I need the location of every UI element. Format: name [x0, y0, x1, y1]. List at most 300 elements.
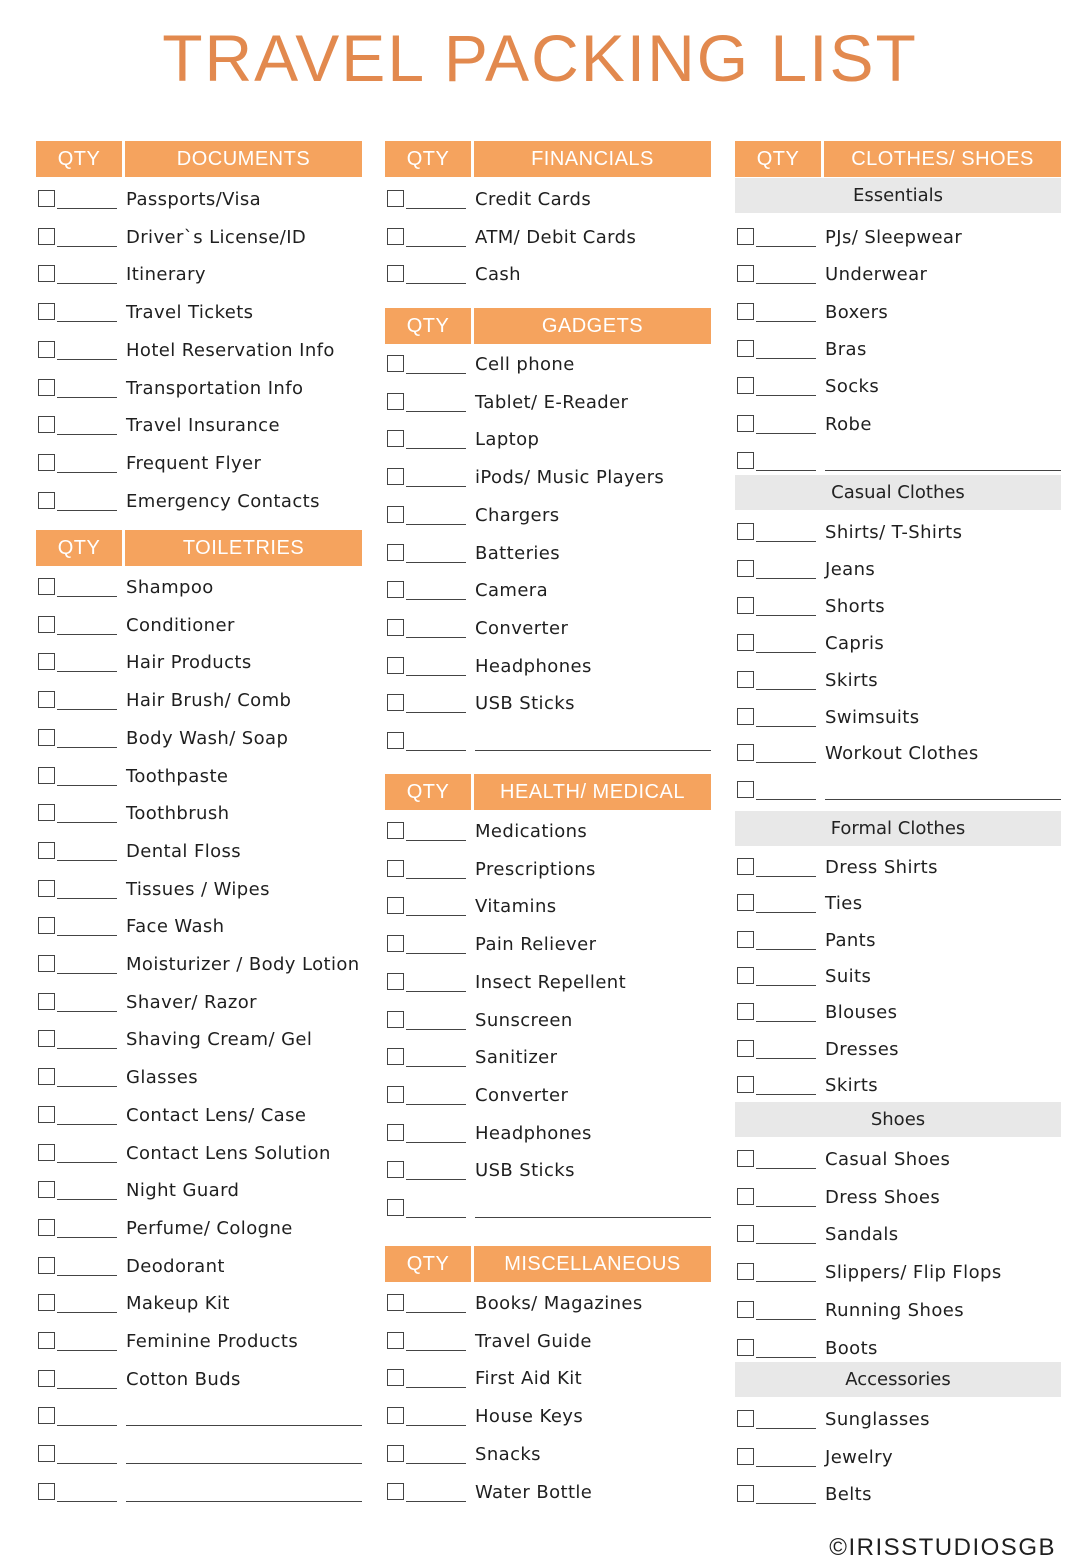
qty-input-line[interactable] — [406, 1066, 466, 1067]
subsection-header-casual-clothes: Casual Clothes — [735, 475, 1061, 510]
checkbox[interactable] — [38, 955, 55, 972]
subsection-header-essentials: Essentials — [735, 178, 1061, 213]
qty-input-line[interactable] — [406, 637, 466, 638]
checklist-item-sunscreen — [385, 1011, 711, 1035]
checkbox[interactable] — [737, 894, 754, 911]
qty-input-line[interactable] — [57, 434, 117, 435]
item-label: Travel Insurance — [126, 415, 280, 436]
qty-input-line[interactable] — [756, 1319, 816, 1320]
qty-input-line[interactable] — [406, 1501, 466, 1502]
checkbox[interactable] — [38, 616, 55, 633]
item-label: Travel Tickets — [126, 302, 254, 323]
item-label: Perfume/ Cologne — [126, 1218, 293, 1239]
checklist-item-blank — [735, 781, 1061, 805]
checklist-item-pain-reliever — [385, 935, 711, 959]
qty-input-line[interactable] — [57, 1048, 117, 1049]
checkbox[interactable] — [387, 732, 404, 749]
blank-write-in-line[interactable] — [126, 1463, 362, 1464]
qty-input-line[interactable] — [406, 1425, 466, 1426]
qty-input-line[interactable] — [57, 510, 117, 511]
qty-input-line[interactable] — [406, 1179, 466, 1180]
checkbox[interactable] — [387, 1199, 404, 1216]
checklist-item-jewelry — [735, 1448, 1061, 1472]
checkbox[interactable] — [38, 653, 55, 670]
qty-input-line[interactable] — [57, 785, 117, 786]
checkbox[interactable] — [737, 1188, 754, 1205]
checkbox[interactable] — [387, 822, 404, 839]
qty-input-line[interactable] — [406, 373, 466, 374]
item-label: Dresses — [825, 1039, 899, 1060]
qty-input-line[interactable] — [756, 762, 816, 763]
qty-input-line[interactable] — [756, 578, 816, 579]
checkbox[interactable] — [737, 452, 754, 469]
checkbox[interactable] — [387, 973, 404, 990]
qty-input-line[interactable] — [406, 915, 466, 916]
qty-input-line[interactable] — [57, 1463, 117, 1464]
checklist-item-night-guard — [36, 1181, 362, 1205]
checklist-item-contact-lens-solution — [36, 1144, 362, 1168]
qty-input-line[interactable] — [756, 689, 816, 690]
item-label: Pain Reliever — [475, 934, 597, 955]
checkbox[interactable] — [737, 1485, 754, 1502]
qty-input-line[interactable] — [406, 1312, 466, 1313]
item-label: Night Guard — [126, 1180, 240, 1201]
item-label: Capris — [825, 633, 885, 654]
qty-input-line[interactable] — [57, 596, 117, 597]
qty-input-line[interactable] — [756, 283, 816, 284]
checkbox[interactable] — [387, 1445, 404, 1462]
checkbox[interactable] — [38, 1370, 55, 1387]
checkbox[interactable] — [737, 265, 754, 282]
qty-input-line[interactable] — [57, 283, 117, 284]
section-title: CLOTHES/ SHOES — [851, 148, 1034, 170]
checkbox[interactable] — [737, 523, 754, 540]
checklist-item-sunglasses — [735, 1410, 1061, 1434]
item-label: Workout Clothes — [825, 743, 979, 764]
checklist-item-jeans — [735, 560, 1061, 584]
checklist-item-blank — [735, 452, 1061, 476]
item-label: Headphones — [475, 656, 592, 677]
checkbox[interactable] — [737, 634, 754, 651]
checklist-item-first-aid-kit — [385, 1369, 711, 1393]
checklist-item-usb-sticks — [385, 694, 711, 718]
item-label: Toothpaste — [126, 766, 229, 787]
qty-input-line[interactable] — [406, 1104, 466, 1105]
item-label: Face Wash — [126, 916, 225, 937]
checklist-item-workout-clothes — [735, 744, 1061, 768]
checkbox[interactable] — [737, 303, 754, 320]
checkbox[interactable] — [387, 694, 404, 711]
checklist-item-feminine-products — [36, 1332, 362, 1356]
qty-input-line[interactable] — [756, 726, 816, 727]
checklist-item-boots — [735, 1339, 1061, 1363]
checkbox[interactable] — [387, 1048, 404, 1065]
checkbox[interactable] — [38, 303, 55, 320]
checkbox[interactable] — [38, 691, 55, 708]
checklist-item-vitamins — [385, 897, 711, 921]
qty-input-line[interactable] — [57, 1011, 117, 1012]
qty-header: QTY — [406, 1253, 450, 1275]
section-header-financials — [385, 141, 711, 177]
qty-input-line[interactable] — [406, 991, 466, 992]
item-label: Contact Lens/ Case — [126, 1105, 307, 1126]
qty-input-line[interactable] — [57, 973, 117, 974]
blank-write-in-line[interactable] — [126, 1425, 362, 1426]
checkbox[interactable] — [737, 781, 754, 798]
checkbox[interactable] — [38, 1030, 55, 1047]
qty-input-line[interactable] — [57, 1388, 117, 1389]
checkbox[interactable] — [38, 379, 55, 396]
checklist-item-cell-phone — [385, 355, 711, 379]
checkbox[interactable] — [387, 190, 404, 207]
checklist-item-frequent-flyer — [36, 454, 362, 478]
checklist-item-blank — [385, 732, 711, 756]
qty-input-line[interactable] — [57, 208, 117, 209]
checkbox[interactable] — [38, 1144, 55, 1161]
checkbox[interactable] — [38, 416, 55, 433]
qty-input-line[interactable] — [57, 359, 117, 360]
checkbox[interactable] — [38, 1106, 55, 1123]
qty-input-line[interactable] — [406, 524, 466, 525]
checkbox[interactable] — [38, 842, 55, 859]
qty-input-line[interactable] — [756, 246, 816, 247]
checkbox[interactable] — [38, 454, 55, 471]
item-label: Books/ Magazines — [475, 1293, 643, 1314]
qty-input-line[interactable] — [57, 1124, 117, 1125]
qty-input-line[interactable] — [57, 397, 117, 398]
checkbox[interactable] — [38, 228, 55, 245]
item-label: Toothbrush — [126, 803, 230, 824]
checklist-item-shaver-razor — [36, 993, 362, 1017]
checklist-item-underwear — [735, 265, 1061, 289]
blank-write-in-line[interactable] — [475, 750, 711, 751]
checkbox[interactable] — [387, 1483, 404, 1500]
qty-input-line[interactable] — [57, 1350, 117, 1351]
checklist-item-blank — [385, 1199, 711, 1223]
qty-input-line[interactable] — [57, 1501, 117, 1502]
checklist-item-laptop — [385, 430, 711, 454]
qty-input-line[interactable] — [406, 878, 466, 879]
item-label: Robe — [825, 414, 872, 435]
checkbox[interactable] — [387, 393, 404, 410]
qty-input-line[interactable] — [756, 949, 816, 950]
checklist-item-medications — [385, 822, 711, 846]
qty-input-line[interactable] — [756, 1094, 816, 1095]
section-title: TOILETRIES — [182, 537, 305, 559]
item-label: ATM/ Debit Cards — [475, 227, 637, 248]
item-label: Cotton Buds — [126, 1369, 241, 1390]
checkbox[interactable] — [387, 228, 404, 245]
qty-input-line[interactable] — [406, 1463, 466, 1464]
checkbox[interactable] — [737, 1076, 754, 1093]
checklist-item-hair-brush-comb — [36, 691, 362, 715]
item-label: Skirts — [825, 670, 879, 691]
checkbox[interactable] — [387, 935, 404, 952]
qty-input-line[interactable] — [406, 750, 466, 751]
qty-input-line[interactable] — [756, 1021, 816, 1022]
qty-input-line[interactable] — [57, 709, 117, 710]
qty-input-line[interactable] — [57, 822, 117, 823]
checkbox[interactable] — [737, 1448, 754, 1465]
item-label: Tissues / Wipes — [126, 879, 270, 900]
checklist-item-belts — [735, 1485, 1061, 1509]
checkbox[interactable] — [737, 931, 754, 948]
checkbox[interactable] — [737, 415, 754, 432]
checkbox[interactable] — [38, 1445, 55, 1462]
blank-write-in-line[interactable] — [475, 1217, 711, 1218]
item-label: Skirts — [825, 1075, 879, 1096]
checkbox[interactable] — [737, 340, 754, 357]
checkbox[interactable] — [387, 355, 404, 372]
qty-input-line[interactable] — [756, 1281, 816, 1282]
item-label: Passports/Visa — [126, 189, 262, 210]
copyright-credit: ©IRISSTUDIOSGB — [829, 1534, 1056, 1561]
blank-write-in-line[interactable] — [126, 1501, 362, 1502]
item-label: Water Bottle — [475, 1482, 593, 1503]
qty-input-line[interactable] — [406, 675, 466, 676]
qty-input-line[interactable] — [756, 1058, 816, 1059]
checkbox[interactable] — [38, 1181, 55, 1198]
checkbox[interactable] — [737, 1301, 754, 1318]
item-label: Hair Brush/ Comb — [126, 690, 292, 711]
checkbox[interactable] — [387, 265, 404, 282]
qty-input-line[interactable] — [756, 799, 816, 800]
checklist-item-books-magazines — [385, 1294, 711, 1318]
checkbox[interactable] — [737, 560, 754, 577]
qty-input-line[interactable] — [756, 1168, 816, 1169]
checkbox[interactable] — [38, 767, 55, 784]
qty-input-line[interactable] — [406, 246, 466, 247]
checkbox[interactable] — [38, 1068, 55, 1085]
section-header-documents — [36, 141, 362, 177]
item-label: Sandals — [825, 1224, 899, 1245]
qty-input-line[interactable] — [756, 1243, 816, 1244]
checklist-item-socks — [735, 377, 1061, 401]
checklist-item-shaving-cream-gel — [36, 1030, 362, 1054]
checklist-item-body-wash-soap — [36, 729, 362, 753]
checkbox[interactable] — [387, 897, 404, 914]
checkbox[interactable] — [387, 657, 404, 674]
qty-input-line[interactable] — [57, 1312, 117, 1313]
checkbox[interactable] — [38, 1219, 55, 1236]
checkbox[interactable] — [387, 1369, 404, 1386]
qty-input-line[interactable] — [756, 876, 816, 877]
checkbox[interactable] — [38, 1257, 55, 1274]
item-label: House Keys — [475, 1406, 584, 1427]
qty-input-line[interactable] — [756, 1466, 816, 1467]
checkbox[interactable] — [38, 492, 55, 509]
checkbox[interactable] — [737, 1339, 754, 1356]
qty-input-line[interactable] — [57, 1425, 117, 1426]
checkbox[interactable] — [387, 506, 404, 523]
checkbox[interactable] — [387, 468, 404, 485]
checklist-item-capris — [735, 634, 1061, 658]
qty-input-line[interactable] — [57, 860, 117, 861]
checkbox[interactable] — [387, 1124, 404, 1141]
qty-header: QTY — [406, 781, 450, 803]
qty-input-line[interactable] — [406, 599, 466, 600]
item-label: Insect Repellent — [475, 972, 627, 993]
checkbox[interactable] — [387, 1407, 404, 1424]
qty-input-line[interactable] — [756, 541, 816, 542]
qty-input-line[interactable] — [406, 411, 466, 412]
qty-input-line[interactable] — [57, 321, 117, 322]
qty-input-line[interactable] — [406, 208, 466, 209]
checklist-item-travel-insurance — [36, 416, 362, 440]
checkbox[interactable] — [387, 860, 404, 877]
qty-input-line[interactable] — [57, 671, 117, 672]
qty-input-line[interactable] — [756, 652, 816, 653]
checkbox[interactable] — [38, 190, 55, 207]
item-label: Glasses — [126, 1067, 198, 1088]
section-title: HEALTH/ MEDICAL — [500, 781, 685, 803]
checklist-item-toothbrush — [36, 804, 362, 828]
checkbox[interactable] — [737, 377, 754, 394]
checkbox[interactable] — [737, 671, 754, 688]
checkbox[interactable] — [387, 1294, 404, 1311]
qty-input-line[interactable] — [756, 1357, 816, 1358]
checkbox[interactable] — [38, 993, 55, 1010]
checkbox[interactable] — [387, 544, 404, 561]
checkbox[interactable] — [737, 1003, 754, 1020]
qty-input-line[interactable] — [406, 1142, 466, 1143]
qty-input-line[interactable] — [756, 615, 816, 616]
qty-input-line[interactable] — [57, 1162, 117, 1163]
checkbox[interactable] — [737, 1263, 754, 1280]
checklist-item-dresses — [735, 1040, 1061, 1064]
qty-input-line[interactable] — [406, 1387, 466, 1388]
checkbox[interactable] — [387, 1332, 404, 1349]
checkbox[interactable] — [38, 729, 55, 746]
checkbox[interactable] — [387, 619, 404, 636]
checklist-item-makeup-kit — [36, 1294, 362, 1318]
checkbox[interactable] — [387, 1086, 404, 1103]
page-title: TRAVEL PACKING LIST — [162, 21, 918, 95]
checkbox[interactable] — [737, 1040, 754, 1057]
checkbox[interactable] — [38, 1407, 55, 1424]
qty-input-line[interactable] — [57, 898, 117, 899]
qty-input-line[interactable] — [406, 1217, 466, 1218]
qty-input-line[interactable] — [406, 712, 466, 713]
checkbox[interactable] — [737, 744, 754, 761]
item-label: Pants — [825, 930, 876, 951]
qty-input-line[interactable] — [406, 486, 466, 487]
item-label: Frequent Flyer — [126, 453, 262, 474]
checklist-item-dress-shirts — [735, 858, 1061, 882]
item-label: Underwear — [825, 264, 928, 285]
qty-input-line[interactable] — [57, 472, 117, 473]
qty-input-line[interactable] — [57, 1086, 117, 1087]
checklist-item-tissues-wipes — [36, 880, 362, 904]
item-label: Body Wash/ Soap — [126, 728, 289, 749]
item-label: Medications — [475, 821, 588, 842]
qty-input-line[interactable] — [57, 747, 117, 748]
qty-input-line[interactable] — [406, 283, 466, 284]
qty-input-line[interactable] — [406, 1029, 466, 1030]
checkbox[interactable] — [38, 804, 55, 821]
item-label: Conditioner — [126, 615, 235, 636]
qty-input-line[interactable] — [756, 395, 816, 396]
item-label: Makeup Kit — [126, 1293, 230, 1314]
checklist-item-emergency-contacts — [36, 492, 362, 516]
checklist-item-dental-floss — [36, 842, 362, 866]
item-label: iPods/ Music Players — [475, 467, 665, 488]
blank-write-in-line[interactable] — [825, 470, 1061, 471]
qty-input-line[interactable] — [57, 935, 117, 936]
item-label: Socks — [825, 376, 880, 397]
checkbox[interactable] — [38, 1332, 55, 1349]
qty-input-line[interactable] — [756, 358, 816, 359]
checkbox[interactable] — [387, 581, 404, 598]
qty-input-line[interactable] — [406, 840, 466, 841]
qty-input-line[interactable] — [406, 562, 466, 563]
qty-input-line[interactable] — [756, 1206, 816, 1207]
checklist-item-water-bottle — [385, 1483, 711, 1507]
checkbox[interactable] — [387, 1161, 404, 1178]
checklist-item-driver-s-license-id — [36, 228, 362, 252]
item-label: Feminine Products — [126, 1331, 299, 1352]
qty-input-line[interactable] — [406, 448, 466, 449]
section-header-gadgets — [385, 308, 711, 344]
checkbox[interactable] — [38, 917, 55, 934]
qty-input-line[interactable] — [756, 985, 816, 986]
item-label: Boots — [825, 1338, 878, 1359]
checkbox[interactable] — [38, 578, 55, 595]
checklist-item-dress-shoes — [735, 1188, 1061, 1212]
item-label: Jewelry — [825, 1447, 894, 1468]
qty-input-line[interactable] — [756, 1428, 816, 1429]
qty-input-line[interactable] — [756, 321, 816, 322]
checklist-item-itinerary — [36, 265, 362, 289]
checkbox[interactable] — [38, 1483, 55, 1500]
qty-input-line[interactable] — [756, 433, 816, 434]
item-label: Batteries — [475, 543, 561, 564]
checkbox[interactable] — [737, 1150, 754, 1167]
checkbox[interactable] — [737, 708, 754, 725]
qty-input-line[interactable] — [406, 953, 466, 954]
checkbox[interactable] — [38, 880, 55, 897]
blank-write-in-line[interactable] — [825, 799, 1061, 800]
checklist-item-running-shoes — [735, 1301, 1061, 1325]
checkbox[interactable] — [737, 967, 754, 984]
checkbox[interactable] — [737, 597, 754, 614]
qty-input-line[interactable] — [57, 1275, 117, 1276]
qty-input-line[interactable] — [57, 246, 117, 247]
item-label: Dental Floss — [126, 841, 242, 862]
item-label: Cash — [475, 264, 521, 285]
checkbox[interactable] — [38, 341, 55, 358]
qty-input-line[interactable] — [57, 1199, 117, 1200]
qty-input-line[interactable] — [756, 470, 816, 471]
checkbox[interactable] — [387, 430, 404, 447]
checkbox[interactable] — [737, 228, 754, 245]
checklist-item-cash — [385, 265, 711, 289]
section-title: FINANCIALS — [531, 148, 654, 170]
checkbox[interactable] — [737, 858, 754, 875]
qty-input-line[interactable] — [406, 1350, 466, 1351]
qty-input-line[interactable] — [57, 1237, 117, 1238]
checklist-item-headphones — [385, 657, 711, 681]
checkbox[interactable] — [38, 1294, 55, 1311]
checkbox[interactable] — [737, 1225, 754, 1242]
checkbox[interactable] — [38, 265, 55, 282]
checkbox[interactable] — [737, 1410, 754, 1427]
qty-input-line[interactable] — [756, 912, 816, 913]
checkbox[interactable] — [387, 1011, 404, 1028]
qty-input-line[interactable] — [57, 634, 117, 635]
qty-input-line[interactable] — [756, 1503, 816, 1504]
item-label: Headphones — [475, 1123, 592, 1144]
